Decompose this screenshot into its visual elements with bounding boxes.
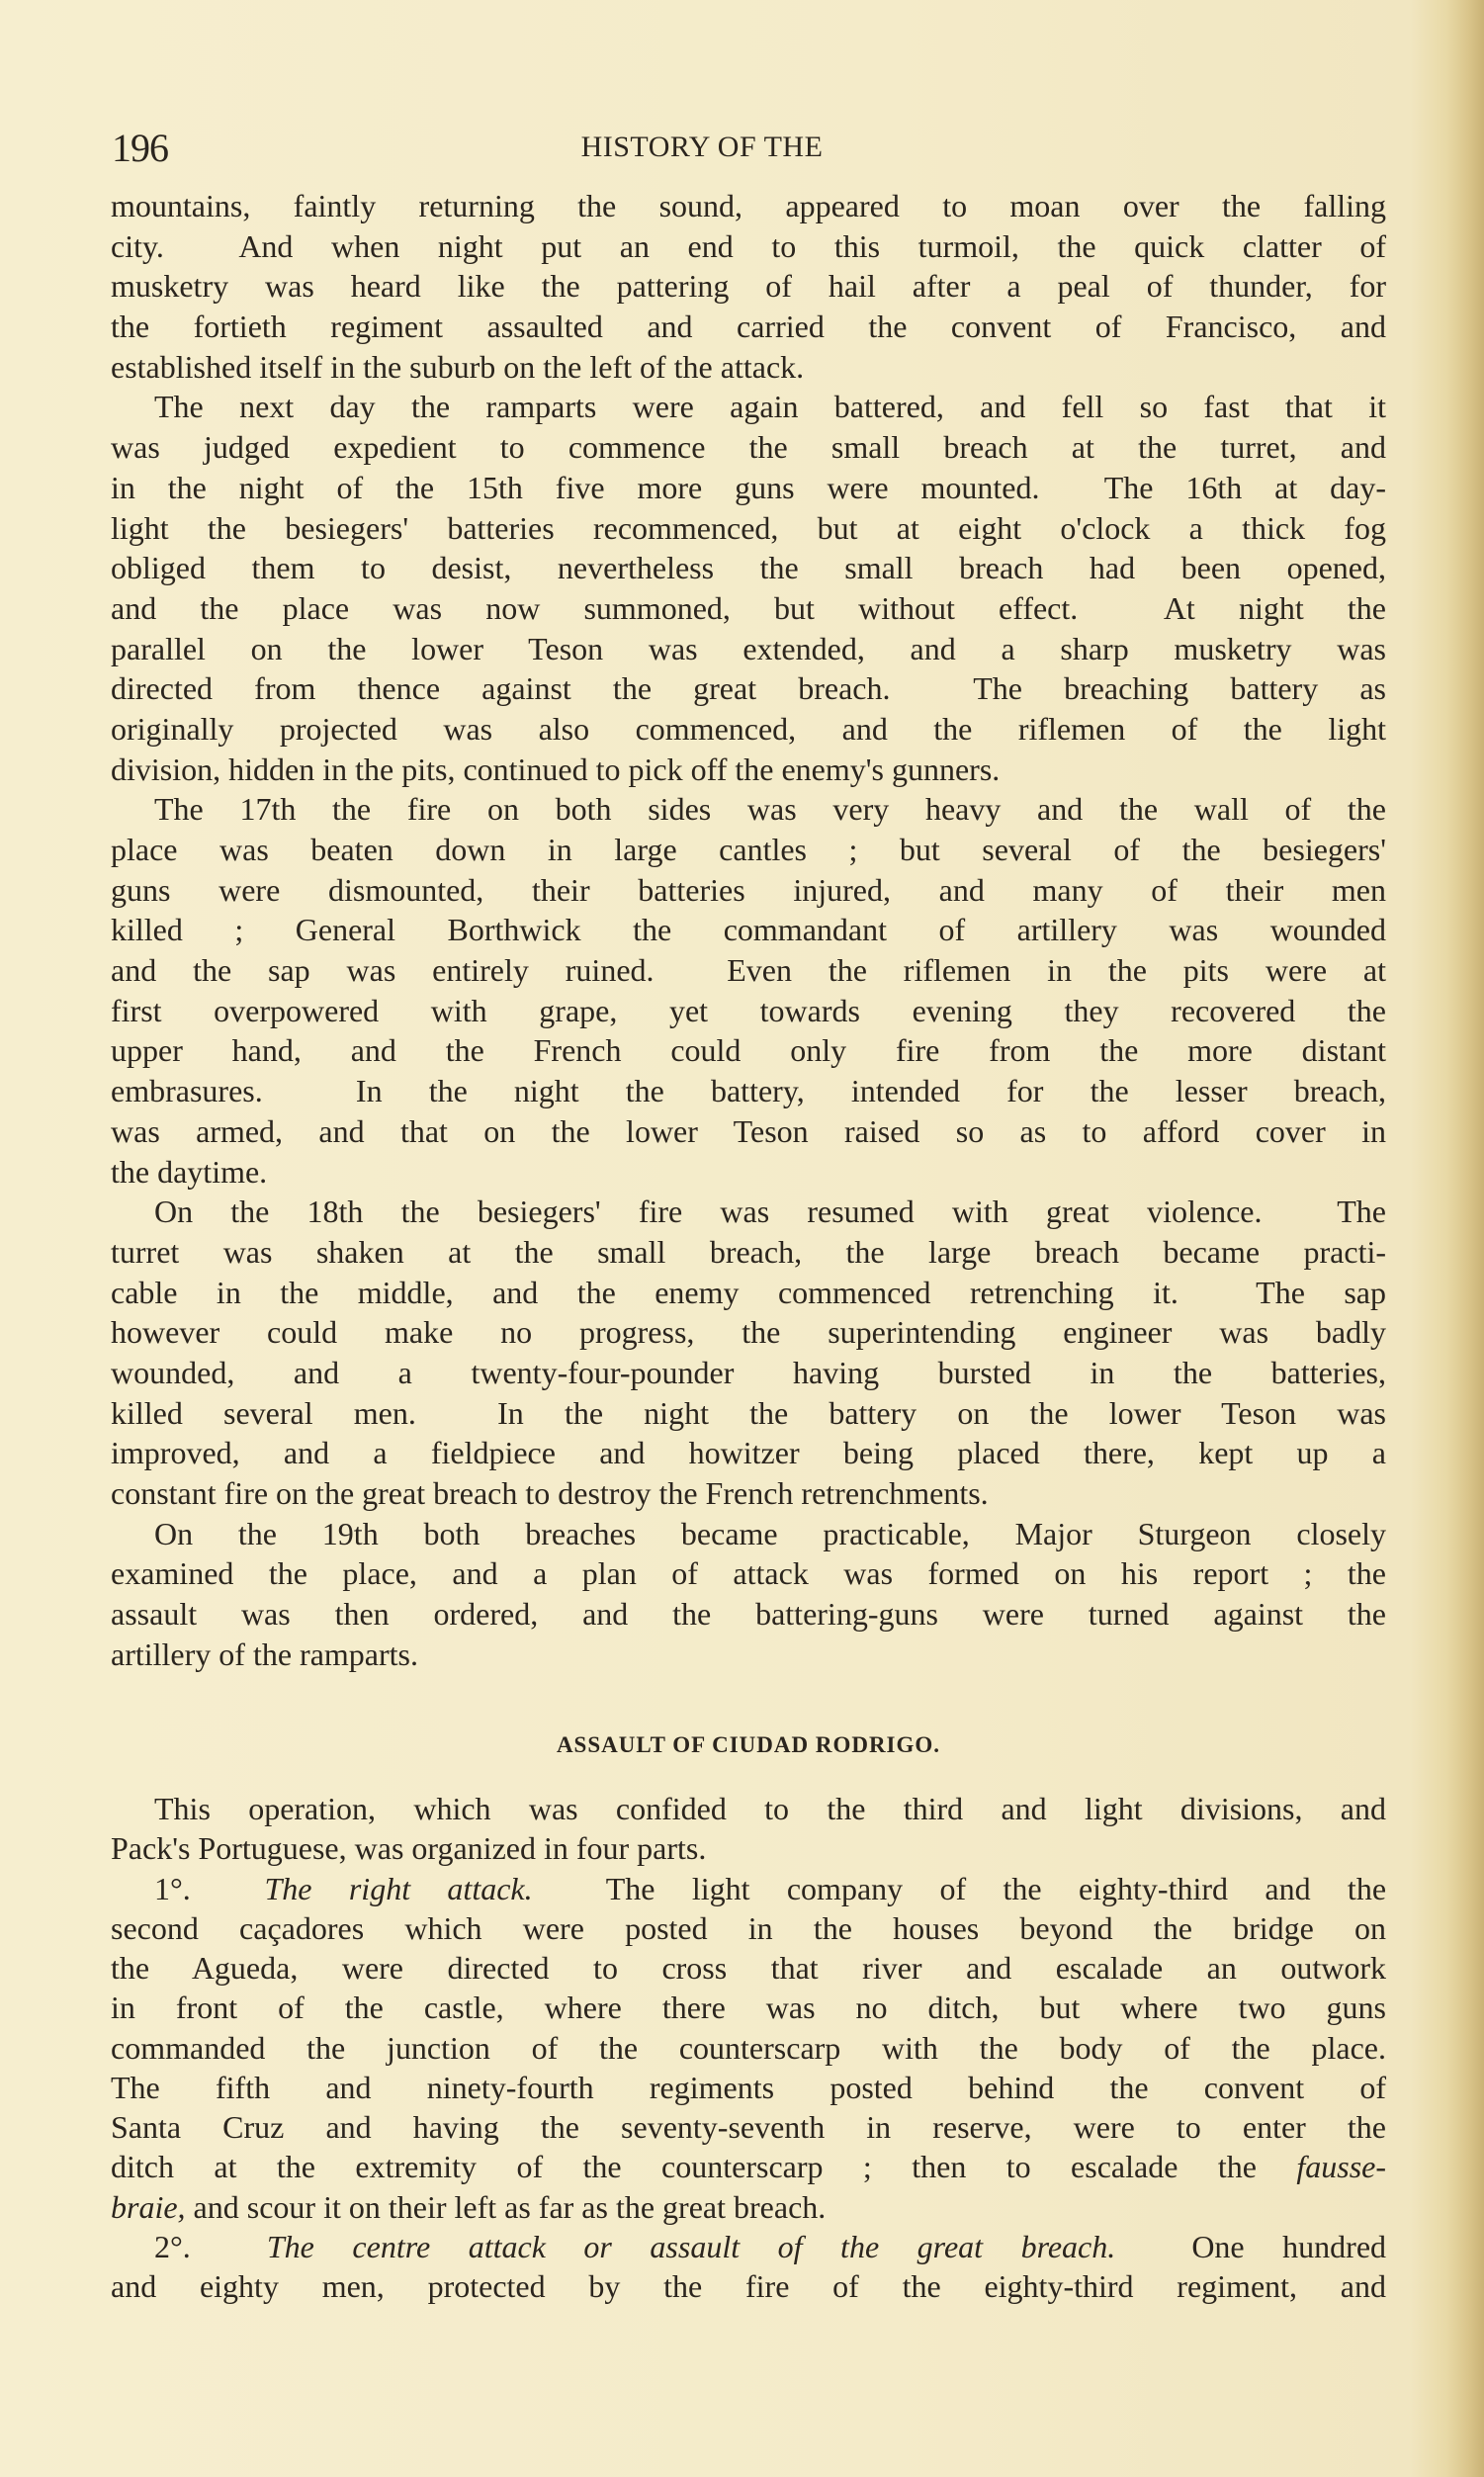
text-run: and the sap was entirely ruined. Even the riflemen in the pits were at — [111, 952, 1386, 989]
text-line — [111, 830, 1386, 870]
text-line — [111, 750, 1386, 790]
text-line — [111, 1312, 1386, 1353]
text-line — [111, 1152, 1386, 1193]
text-run: mountains, faintly returning the sound, appeared to moan over the falling — [111, 188, 1386, 223]
text-run: This operation, which was confided to the third and light divisions, and — [154, 1791, 1386, 1826]
text-run: division, hidden in the pits, continued to pick off the enemy's gunners. — [111, 751, 1001, 787]
text-line — [111, 991, 1386, 1031]
text-run: ditch at the extremity of the counterscarp ; then to escalade the — [111, 2149, 1297, 2185]
text-run: wounded, and a twenty-four-pounder having bursted in the batteries, — [111, 1354, 1386, 1390]
text-run: first overpowered with grape, yet towards evening they recovered the — [111, 992, 1386, 1028]
italic-text: The centre attack or assault of the great breach. — [266, 2228, 1116, 2264]
text-run: was armed, and that on the lower Teson raised so as to afford cover in — [111, 1112, 1386, 1149]
text-section-assault — [111, 1789, 1386, 2306]
text-run: constant fire on the great breach to destroy the French retrenchments. — [111, 1475, 989, 1511]
text-run: 2°. — [154, 2228, 267, 2264]
text-line — [111, 226, 1386, 267]
text-line — [111, 1111, 1386, 1152]
text-line — [111, 789, 1386, 830]
text-line — [111, 2227, 1386, 2266]
text-run: place was beaten down in large cantles ; but several of the besiegers' — [111, 832, 1386, 867]
text-line — [111, 1908, 1386, 1948]
text-run: One hundred — [1115, 2228, 1387, 2264]
running-title: HISTORY OF THE — [580, 131, 824, 163]
text-line — [111, 468, 1386, 508]
text-run: Santa Cruz and having the seventy-seventh in reserve, were to enter the — [111, 2109, 1386, 2145]
text-run: directed from thence against the great breach. The breaching battery as — [111, 670, 1386, 707]
text-run: On the 18th the besiegers' fire was resumed with great violence. The — [154, 1194, 1386, 1230]
text-line — [111, 1948, 1386, 1988]
text-line — [111, 910, 1386, 950]
text-line — [111, 307, 1386, 347]
text-run: The next day the ramparts were again battered, and fell so fast that it — [154, 389, 1386, 425]
italic-text: The right attack. — [264, 1870, 533, 1906]
text-run: The fifth and ninety-fourth regiments posted behind the convent of — [111, 2069, 1386, 2105]
text-run: obliged them to desist, nevertheless the small breach had been opened, — [111, 550, 1386, 586]
section-heading: ASSAULT OF CIUDAD RODRIGO. — [556, 1732, 941, 1757]
text-line — [111, 1473, 1386, 1514]
text-run: and the place was now summoned, but without effect. At night the — [111, 589, 1386, 626]
text-run: the fortieth regiment assaulted and carried the convent of Francisco, and — [111, 309, 1386, 345]
text-line — [111, 2068, 1386, 2107]
text-line — [111, 387, 1386, 427]
text-run: and eighty men, protected by the fire of the eighty-third regiment, and — [111, 2268, 1386, 2304]
text-line — [111, 1988, 1386, 2027]
text-line — [111, 1192, 1386, 1232]
text-run: killed several men. In the night the battery on the lower Teson was — [111, 1394, 1386, 1431]
text-line — [111, 1553, 1386, 1594]
text-run: the daytime. — [111, 1153, 268, 1190]
text-line — [111, 2187, 1386, 2227]
text-line — [111, 1635, 1386, 1675]
text-line — [111, 2266, 1386, 2306]
text-section-siege — [111, 186, 1386, 1674]
text-run: city. And when night put an end to this turmoil, the quick clatter of — [111, 227, 1386, 264]
text-line — [111, 709, 1386, 750]
text-run: killed ; General Borthwick the commandant of artillery was wounded — [111, 912, 1386, 948]
text-run: artillery of the ramparts. — [111, 1636, 418, 1672]
text-run: commanded the junction of the counterscarp with the body of the place. — [111, 2029, 1386, 2066]
text-line — [111, 668, 1386, 709]
text-line — [111, 508, 1386, 549]
text-line — [111, 2147, 1386, 2186]
text-line — [111, 427, 1386, 468]
text-run: however could make no progress, the superintending engineer was badly — [111, 1314, 1386, 1351]
text-run: Pack's Portuguese, was organized in four parts. — [111, 1830, 707, 1867]
text-run: second caçadores which were posted in the houses beyond the bridge on — [111, 1909, 1386, 1946]
page-number: 196 — [112, 126, 168, 170]
text-run: and scour it on their left as far as the great breach. — [185, 2188, 827, 2225]
text-line — [111, 1393, 1386, 1434]
text-line — [111, 1232, 1386, 1273]
text-run: light the besiegers' batteries recommenced, but at eight o'clock a thick fog — [111, 509, 1386, 546]
text-line — [111, 1433, 1386, 1473]
text-line — [111, 950, 1386, 991]
text-line — [111, 588, 1386, 629]
text-line — [111, 629, 1386, 669]
text-line — [111, 1030, 1386, 1071]
text-run: in front of the castle, where there was no ditch, but where two guns — [111, 1990, 1386, 2026]
text-line — [111, 1869, 1386, 1908]
text-run: cable in the middle, and the enemy commenced retrenching it. The sap — [111, 1274, 1386, 1310]
text-line — [111, 186, 1386, 226]
text-line — [111, 347, 1386, 388]
text-line — [111, 548, 1386, 588]
italic-text: braie, — [111, 2188, 186, 2225]
text-line — [111, 1514, 1386, 1554]
italic-text: fausse- — [1296, 2149, 1386, 2185]
text-run: parallel on the lower Teson was extended, and a sharp musketry was — [111, 630, 1386, 666]
text-run: On the 19th both breaches became practicable, Major Sturgeon closely — [154, 1515, 1386, 1551]
text-line — [111, 870, 1386, 911]
text-run: The 17th the fire on both sides was very heavy and the wall of the — [154, 791, 1386, 828]
text-run: The light company of the eighty-third and the — [532, 1870, 1387, 1906]
text-run: originally projected was also commenced, and the riflemen of the light — [111, 710, 1386, 747]
text-line — [111, 1594, 1386, 1635]
text-run: the Agueda, were directed to cross that river and escalade an outwork — [111, 1950, 1386, 1986]
text-line — [111, 1353, 1386, 1393]
text-run: in the night of the 15th five more guns were mounted. The 16th at day- — [111, 469, 1386, 505]
text-line — [111, 2028, 1386, 2068]
text-line — [111, 1789, 1386, 1828]
text-run: embrasures. In the night the battery, intended for the lesser breach, — [111, 1073, 1386, 1109]
text-line — [111, 1273, 1386, 1313]
text-run: musketry was heard like the pattering of hail after a peal of thunder, for — [111, 268, 1386, 305]
text-run: established itself in the suburb on the left of the attack. — [111, 348, 805, 385]
text-run: examined the place, and a plan of attack was formed on his report ; the — [111, 1555, 1386, 1592]
text-line — [111, 1828, 1386, 1868]
text-line — [111, 1071, 1386, 1111]
text-run: upper hand, and the French could only fire from the more distant — [111, 1032, 1386, 1069]
text-run: improved, and a fieldpiece and howitzer being placed there, kept up a — [111, 1435, 1386, 1471]
text-line — [111, 266, 1386, 307]
text-run: 1°. — [154, 1870, 265, 1906]
text-run: was judged expedient to commence the small breach at the turret, and — [111, 429, 1386, 466]
text-line — [111, 2107, 1386, 2147]
text-run: assault was then ordered, and the battering-guns were turned against the — [111, 1596, 1386, 1633]
text-run: turret was shaken at the small breach, the large breach became practi- — [111, 1233, 1386, 1270]
text-run: guns were dismounted, their batteries injured, and many of their men — [111, 871, 1386, 908]
